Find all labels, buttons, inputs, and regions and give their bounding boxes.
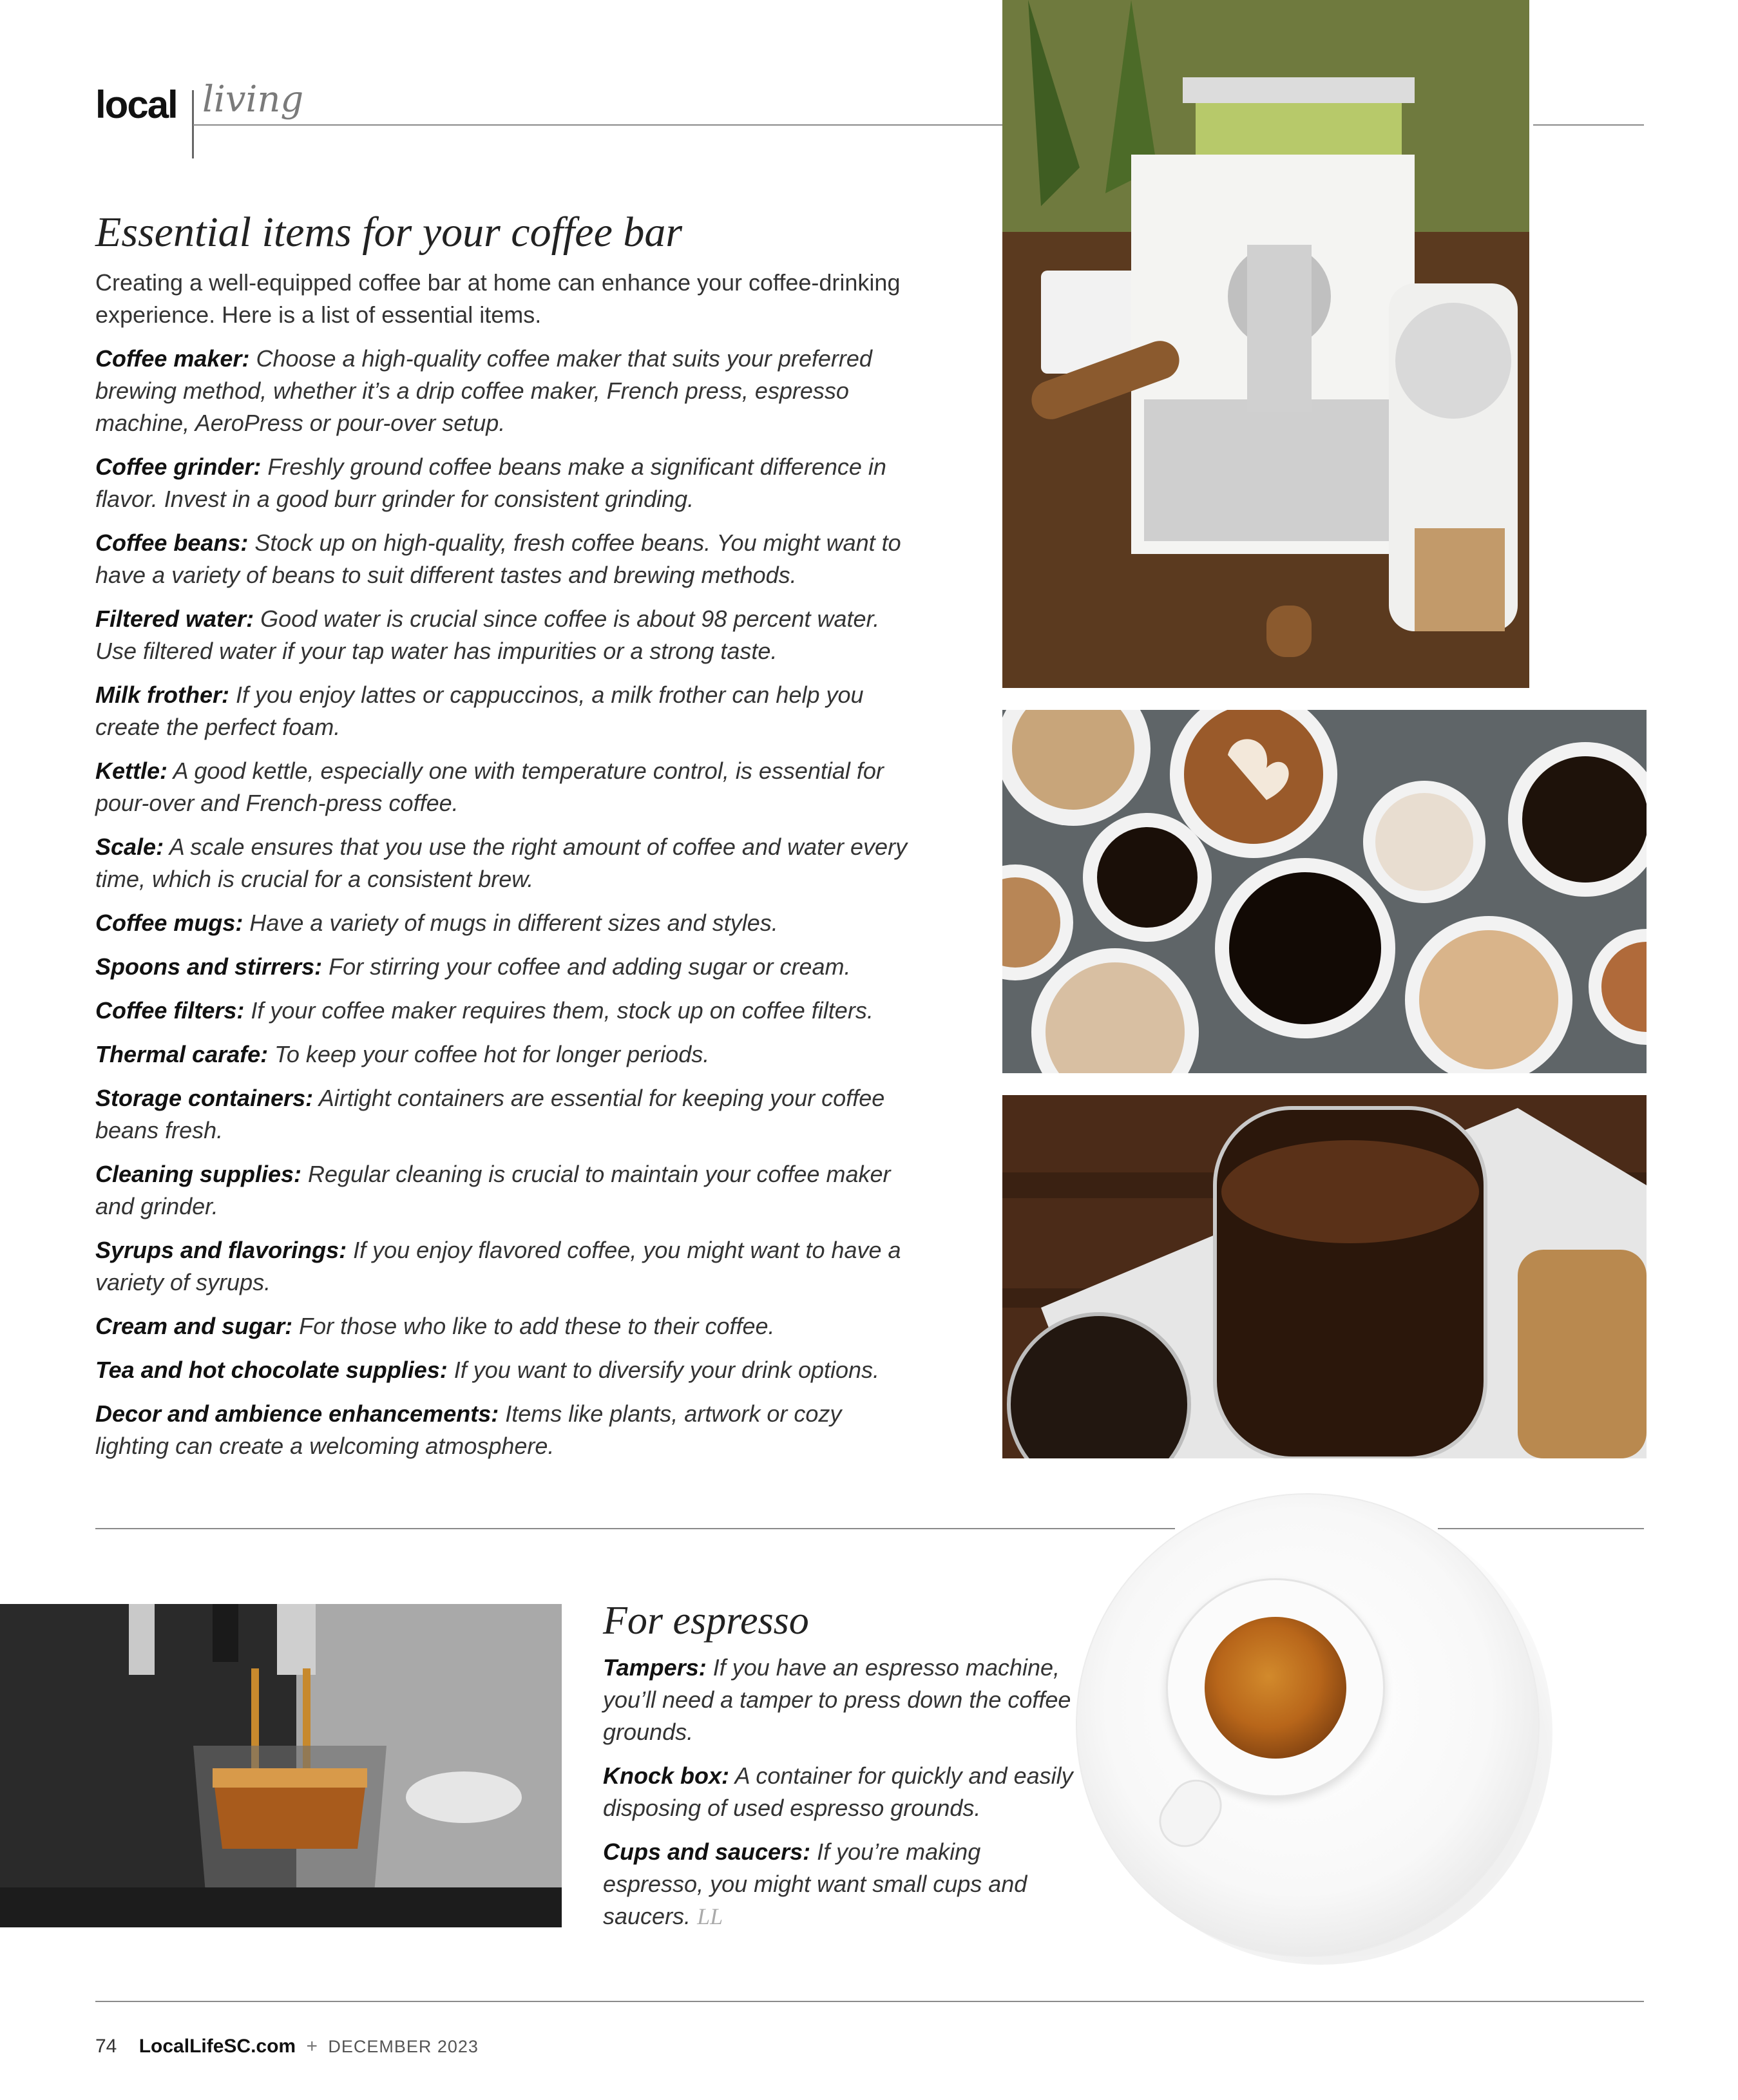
list-item bbox=[95, 907, 920, 939]
list-item bbox=[95, 679, 920, 743]
item-description: A scale ensures that you use the right amount of coffee and water every time, which is crucial for a consistent brew. bbox=[95, 834, 908, 892]
brand-logo: local bbox=[95, 83, 177, 126]
list-item bbox=[95, 1082, 920, 1147]
espresso-brewing-illustration bbox=[0, 1604, 562, 1927]
item-description: A container for quickly and easily disposing of used espresso grounds. bbox=[603, 1762, 1073, 1821]
list-item bbox=[95, 1398, 920, 1462]
page-number: 74 bbox=[95, 2036, 117, 2057]
item-term: Filtered water: bbox=[95, 606, 254, 632]
article-intro: Creating a well-equipped coffee bar at home can enhance your coffee-drinking experience. Here is a list of essential items. bbox=[95, 269, 901, 328]
item-term: Storage containers: bbox=[95, 1085, 314, 1111]
item-term: Coffee grinder: bbox=[95, 453, 262, 480]
item-term: Coffee beans: bbox=[95, 530, 249, 556]
footer-rule bbox=[95, 2001, 1644, 2002]
item-description: If you’re making espresso, you might want small cups and saucers. bbox=[603, 1838, 1027, 1929]
item-description: If you enjoy flavored coffee, you might want to have a variety of syrups. bbox=[95, 1237, 901, 1295]
item-term: Cream and sugar: bbox=[95, 1313, 293, 1339]
coffee-cups-photo bbox=[1002, 710, 1647, 1073]
list-item bbox=[95, 527, 920, 591]
item-description: If your coffee maker requires them, stock up on coffee filters. bbox=[244, 997, 874, 1024]
espresso-machine-photo bbox=[1002, 0, 1529, 688]
item-term: Kettle: bbox=[95, 758, 168, 784]
list-item bbox=[603, 1836, 1073, 1933]
list-item bbox=[95, 1158, 920, 1223]
section-name: living bbox=[202, 79, 304, 120]
item-description: To keep your coffee hot for longer periods. bbox=[268, 1041, 710, 1067]
list-item bbox=[95, 951, 920, 983]
issue-date: DECEMBER 2023 bbox=[328, 2037, 479, 2056]
item-term: Cleaning supplies: bbox=[95, 1161, 302, 1187]
item-term: Tampers: bbox=[603, 1654, 707, 1681]
item-term: Knock box: bbox=[603, 1762, 730, 1789]
espresso-crema bbox=[1205, 1617, 1346, 1759]
item-description: Freshly ground coffee beans make a significant difference in flavor. Invest in a good burr grinder for consistent grinding. bbox=[95, 453, 886, 512]
item-term: Scale: bbox=[95, 834, 164, 860]
essential-items-list bbox=[95, 343, 920, 1462]
list-item bbox=[95, 995, 920, 1027]
item-term: Coffee filters: bbox=[95, 997, 245, 1024]
espresso-brewing-photo bbox=[0, 1604, 562, 1927]
section-rule-left bbox=[95, 1528, 1175, 1529]
end-mark: LL bbox=[697, 1904, 723, 1929]
list-item bbox=[95, 343, 920, 439]
item-term: Decor and ambience enhancements: bbox=[95, 1400, 499, 1427]
item-description: Stock up on high-quality, fresh coffee beans. You might want to have a variety of beans to suit different tastes and brewing methods. bbox=[95, 530, 901, 588]
item-description: If you want to diversify your drink options. bbox=[447, 1357, 880, 1383]
espresso-title: For espresso bbox=[603, 1599, 809, 1643]
article-title: Essential items for your coffee bar bbox=[95, 209, 683, 256]
espresso-machine-illustration bbox=[1002, 0, 1529, 688]
list-item bbox=[95, 1354, 920, 1386]
list-item bbox=[95, 755, 920, 819]
item-term: Coffee maker: bbox=[95, 345, 250, 372]
item-term: Tea and hot chocolate supplies: bbox=[95, 1357, 448, 1383]
item-term: Cups and saucers: bbox=[603, 1838, 811, 1865]
coffee-beans-jar-photo bbox=[1002, 1095, 1647, 1458]
espresso-items-list bbox=[603, 1652, 1073, 1933]
item-term: Milk frother: bbox=[95, 682, 230, 708]
list-item bbox=[95, 1310, 920, 1342]
item-term: Coffee mugs: bbox=[95, 910, 244, 936]
list-item bbox=[603, 1652, 1073, 1748]
list-item bbox=[95, 603, 920, 667]
list-item bbox=[95, 451, 920, 515]
main-article bbox=[95, 205, 920, 1474]
coffee-beans-illustration bbox=[1002, 1095, 1647, 1458]
item-description: Items like plants, artwork or cozy lighting can create a welcoming atmosphere. bbox=[95, 1400, 842, 1459]
coffee-cups-illustration bbox=[1002, 710, 1647, 1073]
header-rule-right bbox=[1533, 124, 1644, 126]
item-description: Have a variety of mugs in different sizes and styles. bbox=[243, 910, 778, 936]
list-item bbox=[603, 1760, 1073, 1824]
list-item bbox=[95, 1234, 920, 1299]
item-term: Syrups and flavorings: bbox=[95, 1237, 347, 1263]
item-term: Spoons and stirrers: bbox=[95, 953, 323, 980]
espresso-section bbox=[603, 1595, 1073, 1944]
header-rule bbox=[193, 124, 1002, 126]
item-description: Airtight containers are essential for keeping your coffee beans fresh. bbox=[95, 1085, 885, 1143]
item-description: If you enjoy lattes or cappuccinos, a milk frother can help you create the perfect foam. bbox=[95, 682, 864, 740]
list-item bbox=[95, 831, 920, 895]
item-term: Thermal carafe: bbox=[95, 1041, 269, 1067]
footer bbox=[95, 2036, 479, 2057]
item-description: For stirring your coffee and adding sugar or cream. bbox=[322, 953, 851, 980]
item-description: Choose a high-quality coffee maker that suits your preferred brewing method, whether it’s a drip coffee maker, French press, espresso machine, AeroPress or pour-over setup. bbox=[95, 345, 872, 436]
item-description: A good kettle, especially one with temperature control, is essential for pour-over and French-press coffee. bbox=[95, 758, 884, 816]
item-description: For those who like to add these to their coffee. bbox=[292, 1313, 775, 1339]
item-description: Good water is crucial since coffee is about 98 percent water. Use filtered water if your tap water has impurities or a strong taste. bbox=[95, 606, 880, 664]
footer-plus: + bbox=[306, 2036, 318, 2057]
list-item bbox=[95, 1038, 920, 1071]
item-description: If you have an espresso machine, you’ll need a tamper to press down the coffee grounds. bbox=[603, 1654, 1071, 1745]
item-description: Regular cleaning is crucial to maintain your coffee maker and grinder. bbox=[95, 1161, 891, 1219]
section-rule-right bbox=[1438, 1528, 1644, 1529]
site-link[interactable]: LocalLifeSC.com bbox=[138, 2036, 296, 2057]
